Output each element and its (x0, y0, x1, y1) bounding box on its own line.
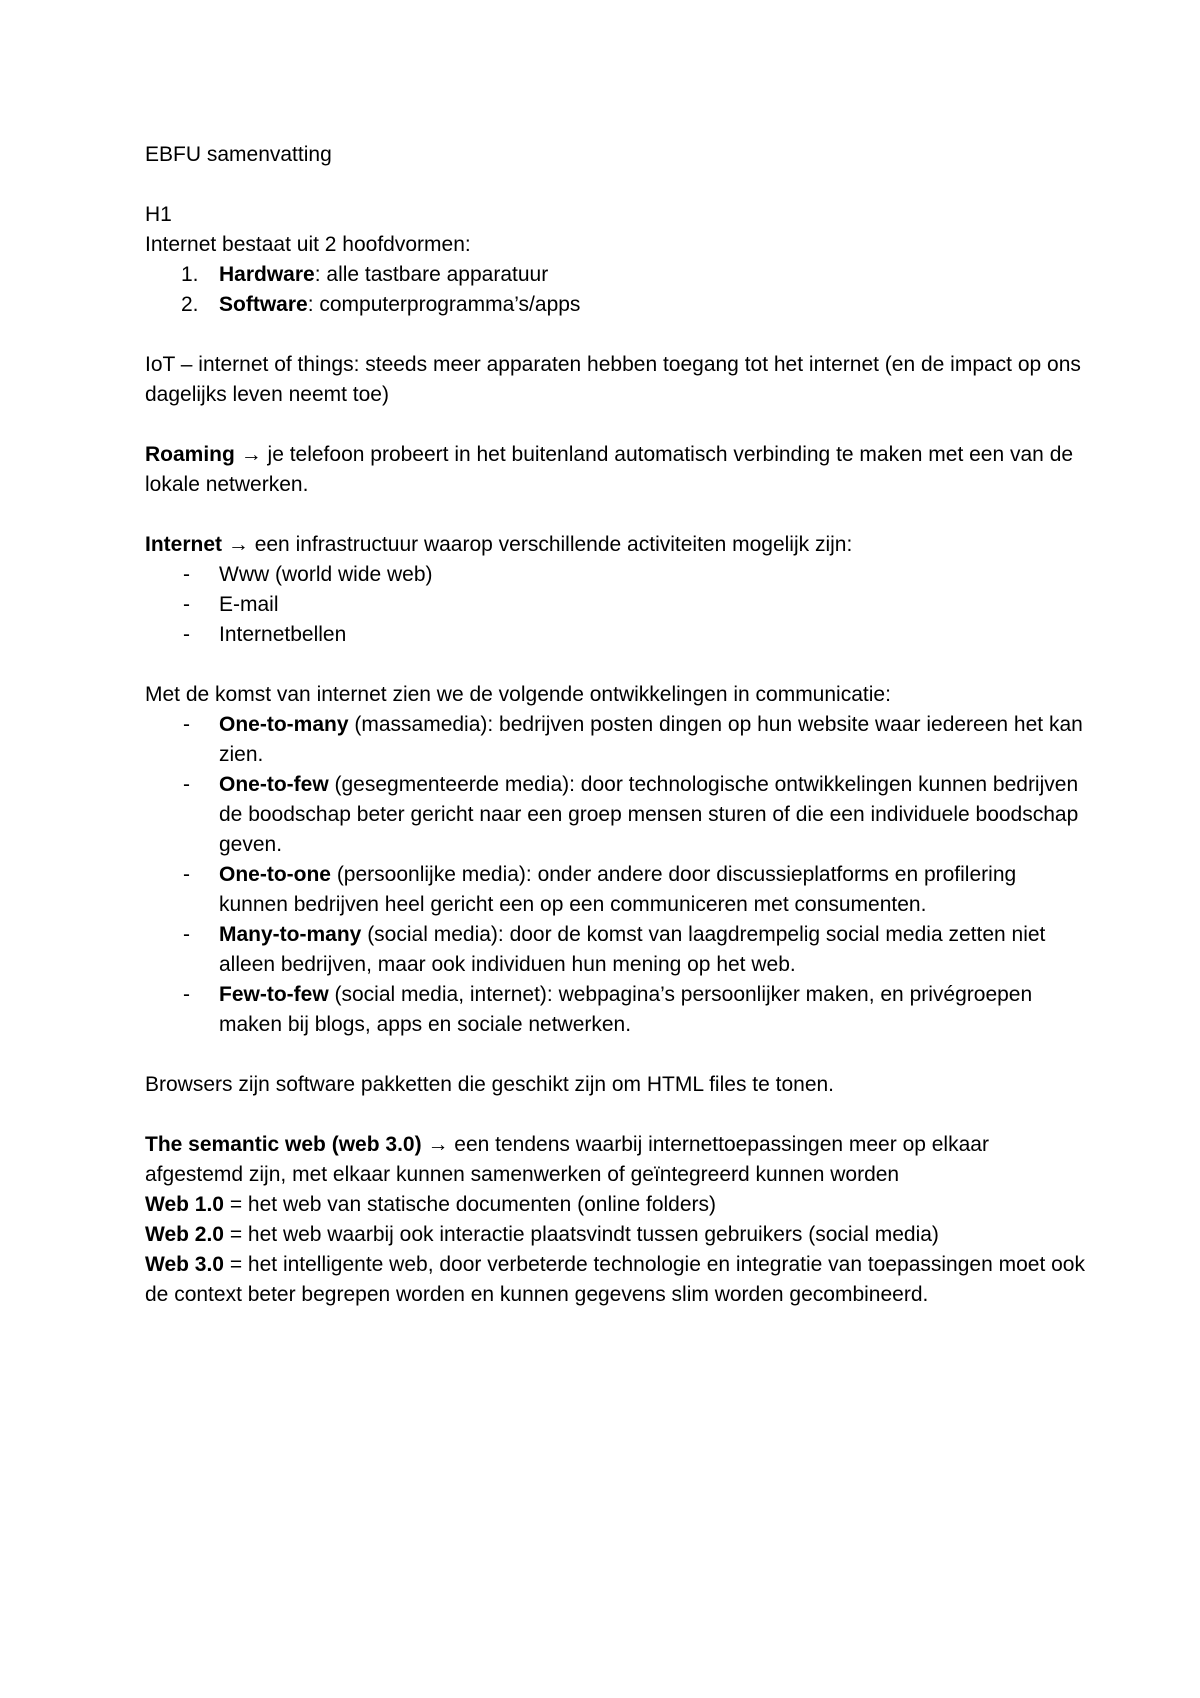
numbered-item (145, 290, 1090, 320)
item-term: Hardware (219, 263, 315, 286)
semantic-text: een tendens waarbij internettoepassingen meer op elkaar afgestemd zijn, met elkaar kunnen samenwerken of geïntegreerd kunnen worden (145, 1133, 989, 1186)
web-text: = het intelligente web, door verbeterde technologie en integratie van toepassingen moet ook de context beter begrepen worden en kunnen gegevens slim worden gecombineerd. (145, 1253, 1085, 1306)
item-term: One-to-one (219, 863, 331, 886)
internet-paragraph (145, 530, 1090, 560)
list-item-text: E-mail (219, 593, 279, 616)
item-text: (social media): door de komst van laagdrempelig social media zetten niet alleen bedrijven, maar ook individuen hun mening op het web. (219, 923, 1046, 976)
web-term: Web 3.0 (145, 1253, 224, 1276)
web-definition (145, 1190, 1090, 1220)
list-item (145, 920, 1090, 980)
document-title: EBFU samenvatting (145, 143, 332, 166)
list-item (145, 980, 1090, 1040)
dash-bullet-icon: - (183, 923, 190, 946)
dash-bullet-icon: - (183, 563, 190, 586)
dash-bullet-icon: - (183, 983, 190, 1006)
item-text: : computerprogramma’s/apps (307, 293, 581, 316)
item-text: (persoonlijke media): onder andere door discussieplatforms en profilering kunnen bedrijven heel gericht een op een communiceren met consumenten. (219, 863, 1017, 916)
roaming-term: Roaming (145, 443, 235, 466)
document-body (145, 140, 1090, 1310)
item-term: Many-to-many (219, 923, 362, 946)
numbered-item (145, 260, 1090, 290)
internet-intro: Internet bestaat uit 2 hoofdvormen: (145, 233, 471, 256)
item-term: One-to-many (219, 713, 349, 736)
internet-term: Internet (145, 533, 223, 556)
browsers-paragraph: Browsers zijn software pakketten die geschikt zijn om HTML files te tonen. (145, 1073, 835, 1096)
list-item (145, 860, 1090, 920)
arrow-right-icon: → (227, 533, 249, 556)
roaming-paragraph (145, 440, 1090, 500)
list-item (145, 710, 1090, 770)
communication-intro: Met de komst van internet zien we de volgende ontwikkelingen in communicatie: (145, 683, 891, 706)
list-item (145, 620, 1090, 650)
dash-bullet-icon: - (183, 863, 190, 886)
section-heading: H1 (145, 203, 172, 226)
item-text: (gesegmenteerde media): door technologische ontwikkelingen kunnen bedrijven de boodschap beter gericht naar een groep mensen sturen of die een individuele boodschap geven. (219, 773, 1079, 856)
item-text: (social media, internet): webpagina’s persoonlijker maken, en privégroepen maken bij blogs, apps en sociale netwerken. (219, 983, 1033, 1036)
web-term: Web 2.0 (145, 1223, 224, 1246)
item-text: (massamedia): bedrijven posten dingen op hun website waar iedereen het kan zien. (219, 713, 1083, 766)
item-number: 2. (181, 293, 199, 316)
list-item (145, 560, 1090, 590)
list-item-text: Internetbellen (219, 623, 347, 646)
item-term: Few-to-few (219, 983, 329, 1006)
iot-paragraph: IoT – internet of things: steeds meer apparaten hebben toegang tot het internet (en de impact op ons dagelijks leven neemt toe) (145, 353, 1081, 406)
web-text: = het web waarbij ook interactie plaatsvindt tussen gebruikers (social media) (223, 1223, 939, 1246)
item-term: Software (219, 293, 308, 316)
dash-bullet-icon: - (183, 713, 190, 736)
item-number: 1. (181, 263, 199, 286)
web-definition (145, 1250, 1090, 1310)
web-definition (145, 1220, 1090, 1250)
dash-bullet-icon: - (183, 773, 190, 796)
semantic-web-paragraph (145, 1130, 1090, 1190)
web-term: Web 1.0 (145, 1193, 224, 1216)
semantic-term: The semantic web (web 3.0) (145, 1133, 422, 1156)
arrow-right-icon: → (240, 443, 262, 466)
internet-text: een infrastructuur waarop verschillende activiteiten mogelijk zijn: (248, 533, 853, 556)
dash-bullet-icon: - (183, 623, 190, 646)
dash-bullet-icon: - (183, 593, 190, 616)
list-item (145, 770, 1090, 860)
roaming-text: je telefoon probeert in het buitenland automatisch verbinding te maken met een van de lokale netwerken. (145, 443, 1074, 496)
list-item (145, 590, 1090, 620)
list-item-text: Www (world wide web) (219, 563, 433, 586)
item-text: : alle tastbare apparatuur (314, 263, 549, 286)
web-text: = het web van statische documenten (online folders) (223, 1193, 717, 1216)
arrow-right-icon: → (427, 1133, 449, 1156)
item-term: One-to-few (219, 773, 329, 796)
